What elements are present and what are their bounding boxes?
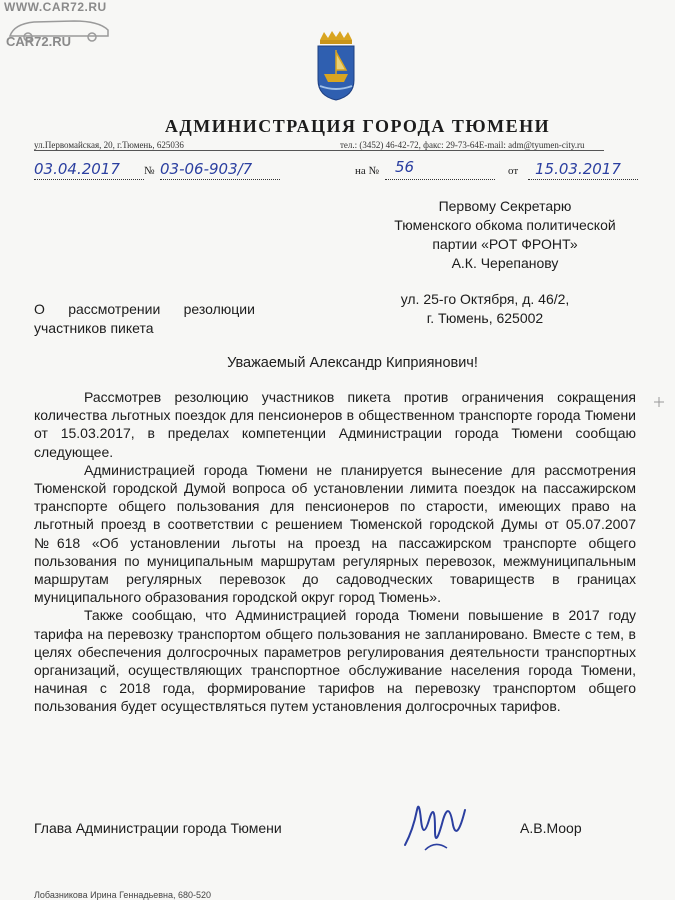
recipient-line: партии «РОТ ФРОНТ»	[432, 236, 578, 252]
organization-title: АДМИНИСТРАЦИЯ ГОРОДА ТЮМЕНИ	[164, 116, 551, 136]
executor-info: Лобазникова Ирина Геннадьевна, 680-520	[34, 890, 212, 900]
org-contacts: тел.: (3452) 46-42-72, факс: 29-73-64E-mail: adm@tyumen-city.ru	[340, 140, 585, 150]
outgoing-date: 03.04.2017	[34, 160, 120, 178]
outgoing-number: 03-06-903/7	[160, 160, 253, 178]
greeting: Уважаемый Александр Киприянович!	[227, 355, 478, 371]
address-line: ул. 25-го Октября, д. 46/2,	[400, 291, 570, 307]
ref-date-label: от	[508, 165, 519, 177]
subject-line: участников пикета	[34, 320, 154, 336]
paragraph: Также сообщаю, что Администрацией города Тюмени повышение в 2017 году тарифа на перевозку транспортом общего пользования не запланировано. Вместе с тем, в целях обеспечения долгосрочных параметров регулирования деятельности транспортных организаций, осуществляющих транспортное обслуживание населения города Тюмени, начиная с 2018 года, формирование тарифов на перевозку транспортом общего пользования будет осуществляться путем установления долгосрочных тарифов.	[34, 607, 636, 715]
recipient-line: Тюменского обкома политической	[394, 217, 616, 233]
ref-number-line	[385, 178, 495, 180]
scan-mark-icon	[652, 395, 666, 409]
recipient-address	[350, 290, 620, 328]
ref-number-label: на №	[355, 165, 380, 177]
signatory-position: Глава Администрации города Тюмени	[34, 820, 282, 836]
org-address: ул.Первомайская, 20, г.Тюмень, 625036	[34, 140, 184, 150]
letter-body	[34, 388, 636, 716]
recipient-line: Первому Секретарю	[438, 198, 572, 214]
handwritten-signature-icon	[395, 790, 475, 860]
subject-line: О рассмотрении резолюции	[34, 301, 255, 317]
signatory-name: А.В.Моор	[520, 820, 582, 836]
watermark-logo: CAR72.RU	[6, 34, 72, 49]
paragraph: Администрацией города Тюмени не планируется вынесение для рассмотрения Тюменской городской Думой вопроса об установлении лимита поездок на пассажирском транспорте общего пользования для пенсионеров по старости, имеющих право на льготный проезд в соответствии с решением Тюменской городской Думы от 05.07.2007 №618 «Об установлении льготы на проезд на пассажирском транспорте общего пользования по муниципальным маршрутам регулярных перевозок, межмуниципальным маршрутам регулярных перевозок до садоводческих товариществ в границах муниципального образования городской округ город Тюмень».	[34, 461, 636, 606]
ref-date: 15.03.2017	[535, 160, 621, 178]
subject-block	[34, 300, 284, 338]
recipient-block	[380, 197, 630, 273]
address-line: г. Тюмень, 625002	[426, 310, 544, 326]
recipient-line: А.К. Черепанову	[451, 255, 559, 271]
watermark-top: WWW.CAR72.RU	[4, 0, 107, 14]
date-line	[34, 178, 144, 180]
city-emblem-icon	[314, 30, 358, 102]
ref-number: 56	[395, 158, 415, 176]
ref-date-line	[528, 178, 638, 180]
number-line	[160, 178, 280, 180]
header-divider	[34, 150, 604, 151]
number-label: №	[144, 165, 155, 177]
paragraph: Рассмотрев резолюцию участников пикета против ограничения сокращения количества льготных поездок для пенсионеров в общественном транспорте города Тюмени от 15.03.2017, в пределах компетенции Администрации города Тюмени сообщаю следующее.	[34, 389, 636, 460]
